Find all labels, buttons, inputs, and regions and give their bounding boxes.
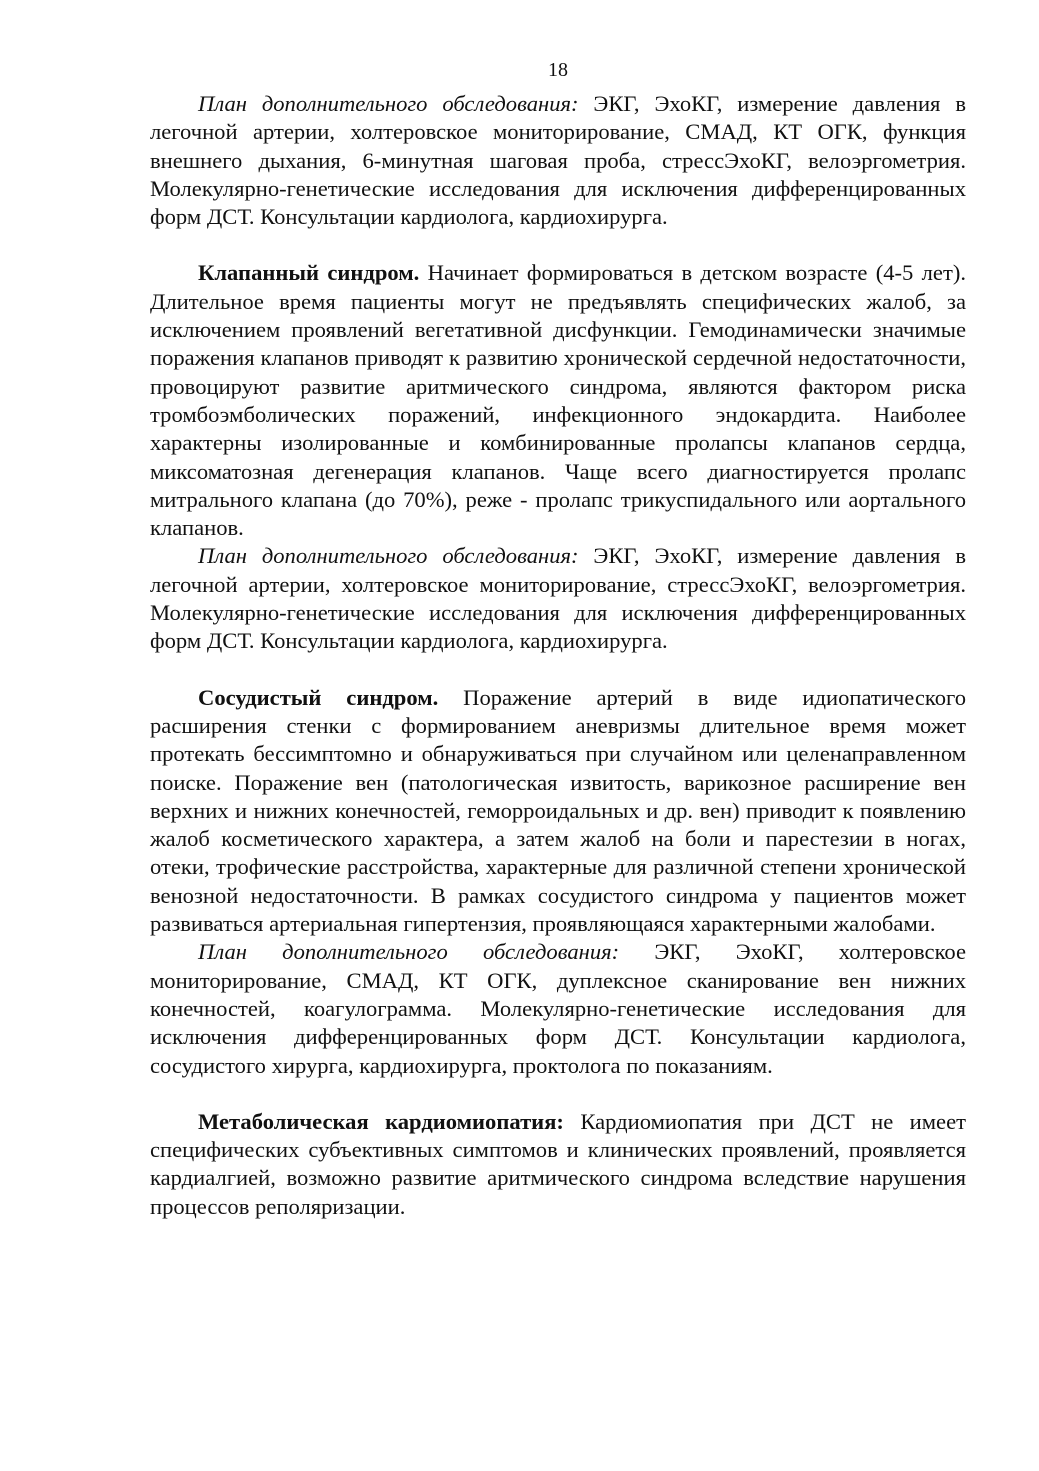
paragraph-text: ЭКГ, ЭхоКГ, измерение давления в легочной артерии, холтеровское мониторирование, стрессЭхоКГ, велоэргометрия. Молекулярно-генетические исследования для исключения дифференцированных форм ДСТ. Консультации кардиолога, кардиохирурга. — [150, 543, 966, 654]
exam-plan-heading: План дополнительного обследования: — [198, 91, 579, 116]
valvular-syndrome-heading: Клапанный синдром. — [198, 260, 420, 286]
page-number: 18 — [548, 59, 568, 81]
valvular-syndrome-paragraph — [150, 259, 966, 542]
vascular-syndrome-paragraph — [150, 684, 966, 939]
exam-plan-paragraph — [150, 90, 966, 231]
paragraph-text: ЭКГ, ЭхоКГ, измерение давления в легочной артерии, холтеровское мониторирование, СМАД, КТ ОГК, функция внешнего дыхания, 6-минутная шаговая проба, стрессЭхоКГ, велоэргометрия. Молекулярно-генетические исследования для исключения дифференцированных форм ДСТ. Консультации кардиолога, кардиохирурга. — [150, 91, 966, 230]
paragraph-text: Кардиомиопатия при ДСТ не имеет специфических субъективных симптомов и клинических проявлений, проявляется кардиалгией, возможно развитие аритмического синдрома вследствие нарушения процессов реполяризации. — [150, 1108, 966, 1219]
document-page — [150, 56, 966, 1221]
paragraph-text: ЭКГ, ЭхоКГ, холтеровское мониторирование, СМАД, КТ ОГК, дуплексное сканирование вен нижних конечностей, коагулограмма. Молекулярно-генетические исследования для исключения дифференцированных форм ДСТ. Консультации кардиолога, сосудистого хирурга, кардиохирурга, проктолога по показаниям. — [150, 939, 967, 1078]
exam-plan-heading: План дополнительного обследования: — [198, 543, 579, 569]
metabolic-cardiomyopathy-paragraph — [150, 1108, 966, 1221]
metabolic-cardiomyopathy-heading: Метаболическая кардиомиопатия: — [198, 1108, 564, 1134]
vascular-syndrome-heading: Сосудистый синдром. — [198, 684, 439, 710]
paragraph-text: Поражение артерий в виде идиопатического расширения стенки с формированием аневризмы длительное время может протекать бессимптомно и обнаруживаться при случайном или целенаправленном поиске. Поражение вен (патологическая извитость, варикозное расширение вен верхних и нижних конечностей, геморроидальных и др. вен) приводит к появлению жалоб косметического характера, а затем жалоб на боли и парестезии в ногах, отеки, трофические расстройства, характерные для различной степени хронической венозной недостаточности. В рамках сосудистого синдрома у пациентов может развиваться артериальная гипертензия, проявляющаяся характерными жалобами. — [150, 684, 966, 937]
exam-plan-paragraph — [150, 542, 966, 655]
paragraph-text: Начинает формироваться в детском возрасте (4-5 лет). Длительное время пациенты могут не предъявлять специфических жалоб, за исключением проявлений вегетативной дисфункции. Гемодинамически значимые поражения клапанов приводят к развитию хронической сердечной недостаточности, провоцируют развитие аритмического синдрома, являются фактором риска тромбоэмболических поражений, инфекционного эндокардита. Наиболее характерны изолированные и комбинированные пролапсы клапанов сердца, миксоматозная дегенерация клапанов. Чаще всего диагностируется пролапс митрального клапана (до 70%), реже - пролапс трикуспидального или аортального клапанов. — [150, 260, 966, 541]
exam-plan-heading: План дополнительного обследования: — [198, 939, 620, 965]
exam-plan-paragraph — [150, 938, 966, 1079]
